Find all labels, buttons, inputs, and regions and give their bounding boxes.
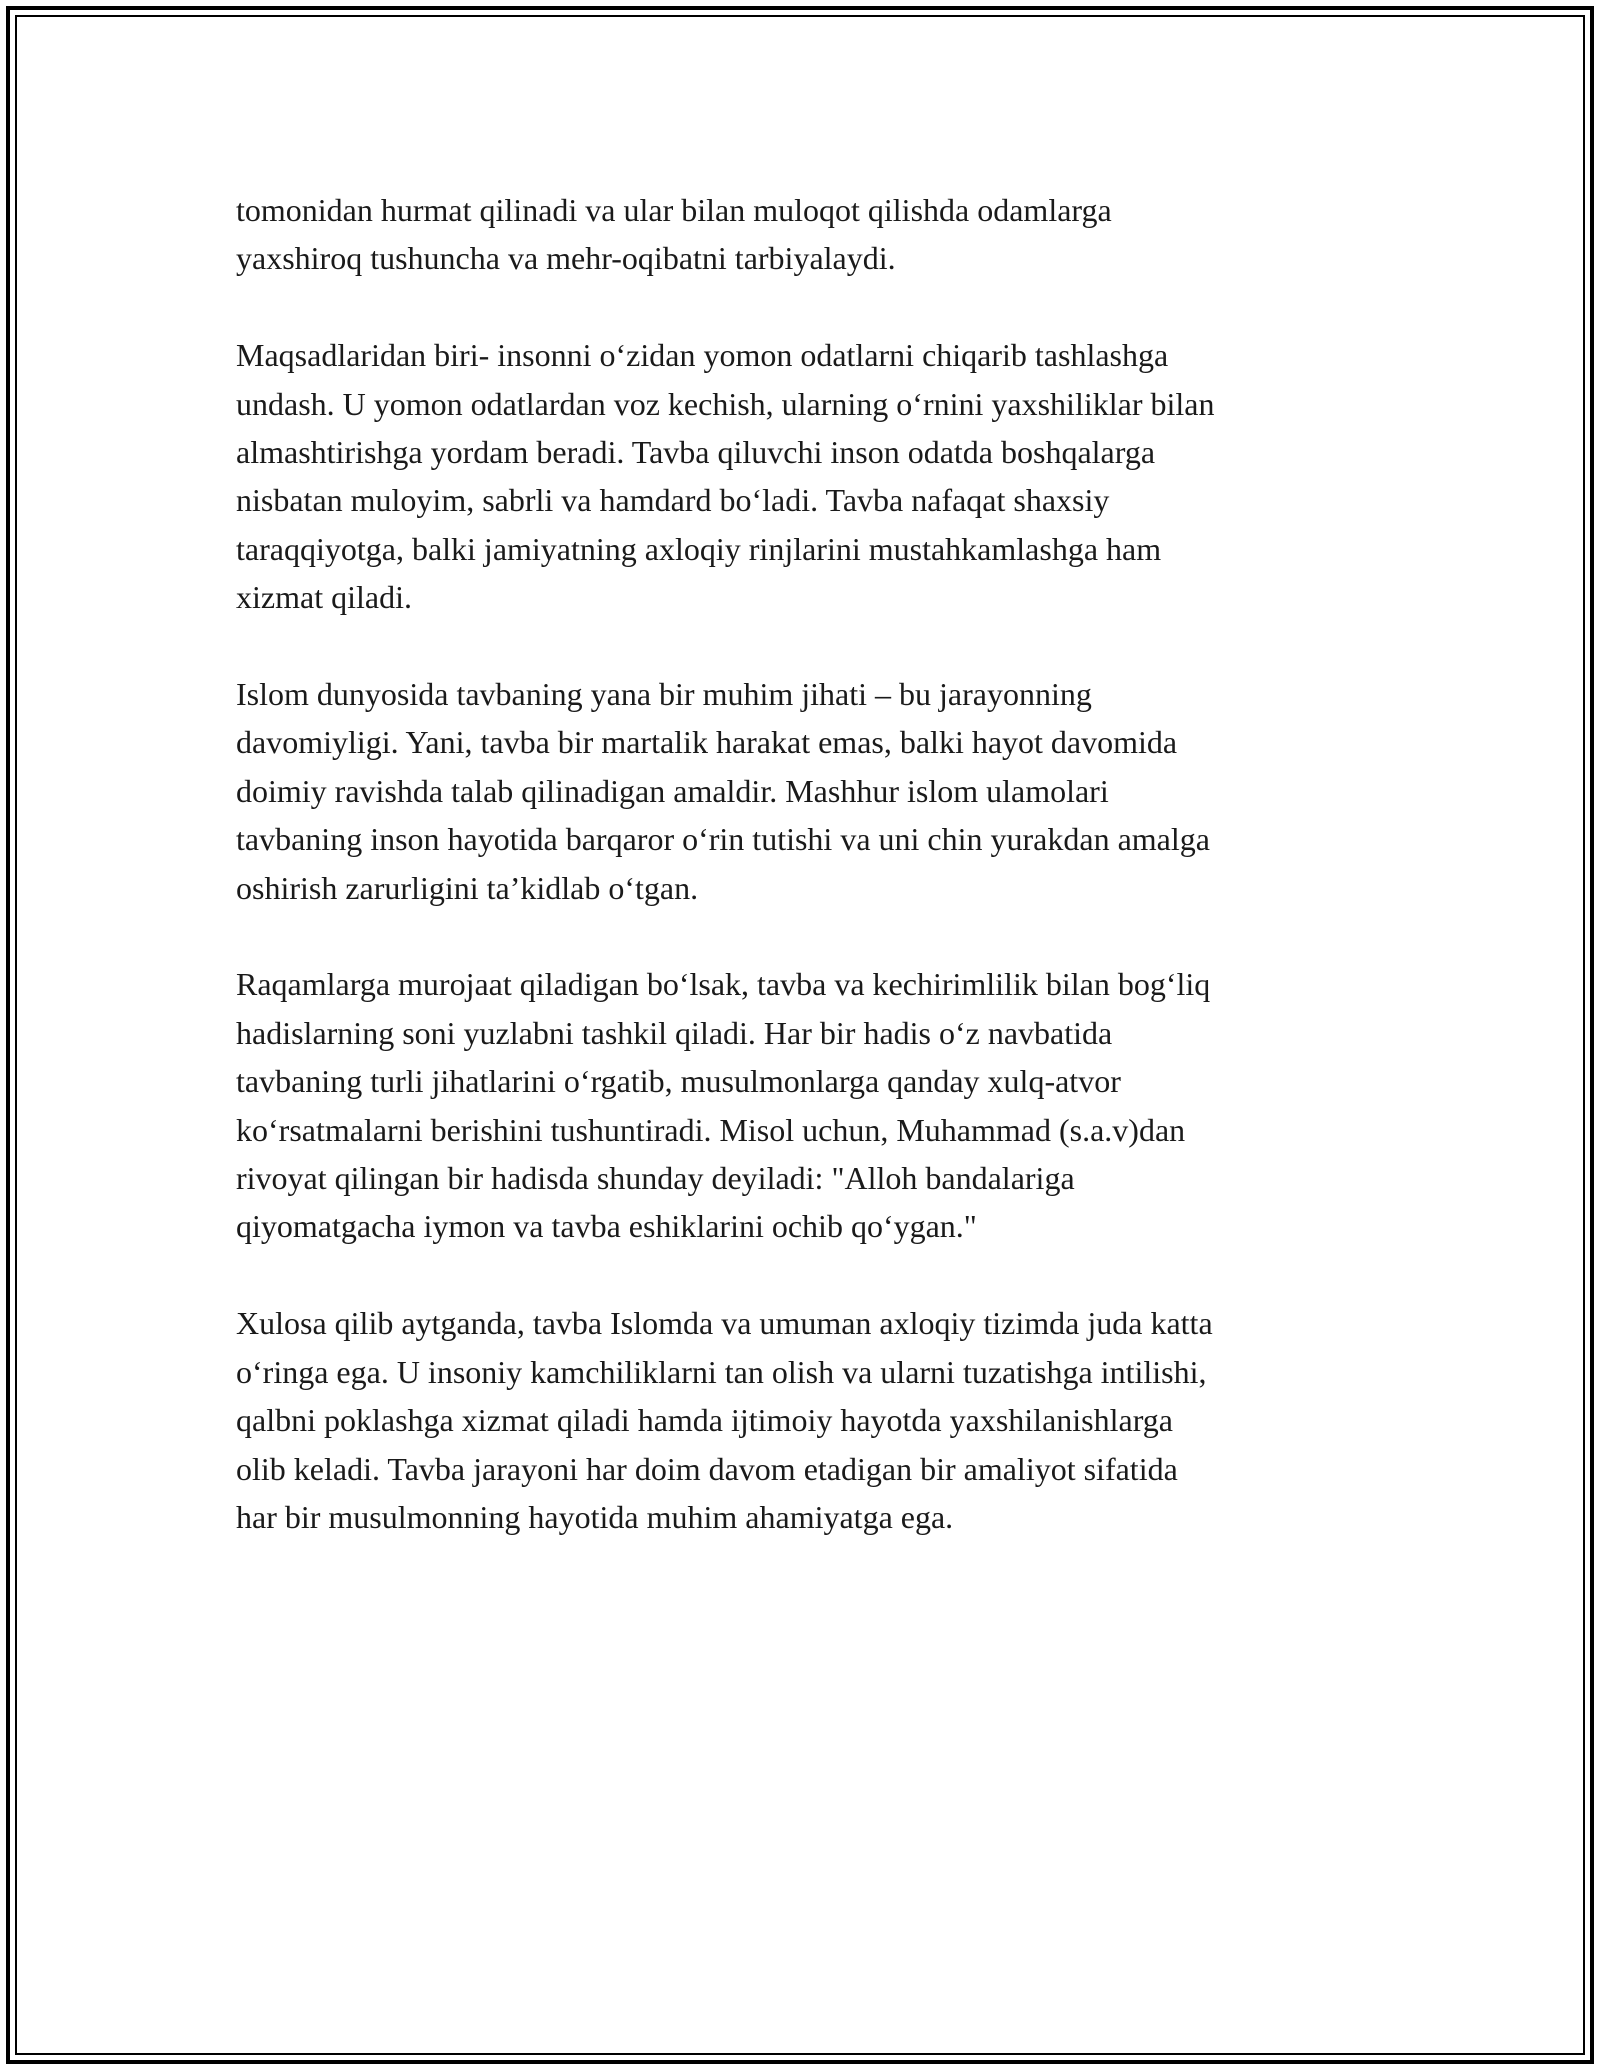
paragraph [236,1299,1366,1541]
text-line: hadislarning soni yuzlabni tashkil qiladi. Har bir hadis o‘z navbatida [236,1014,1113,1051]
text-line: qiyomatgacha iymon va tavba eshiklarini ochib qo‘ygan." [236,1208,977,1245]
text-line: davomiyligi. Yani, tavba bir martalik harakat emas, balki hayot davomida [236,724,1178,761]
text-line: Raqamlarga murojaat qiladigan bo‘lsak, tavba va kechirimlilik bilan bog‘liq [236,966,1211,1003]
text-line: Islom dunyosida tavbaning yana bir muhim jihati – bu jarayonning [236,676,1092,713]
text-line: tomonidan hurmat qilinadi va ular bilan muloqot qilishda odamlarga [236,192,1112,228]
text-line: oshirish zarurligini ta’kidlab o‘tgan. [236,869,699,906]
paragraph [236,670,1366,912]
text-line: doimiy ravishda talab qilinadigan amaldir. Mashhur islom ulamolari [236,772,1109,809]
paragraph [236,960,1366,1250]
text-line: tavbaning inson hayotida barqaror o‘rin tutishi va uni chin yurakdan amalga [236,821,1210,858]
text-line: o‘ringa ega. U insoniy kamchiliklarni tan olish va ularni tuzatishga intilishi, [236,1353,1207,1390]
text-line: Xulosa qilib aytganda, tavba Islomda va umuman axloqiy tizimda juda katta [236,1305,1213,1342]
paragraph [236,186,1366,283]
text-line: olib keladi. Tavba jarayoni har doim davom etadigan bir amaliyot sifatida [236,1450,1178,1487]
text-line: xizmat qiladi. [236,579,412,616]
paragraph [236,331,1366,621]
text-line: taraqqiyotga, balki jamiyatning axloqiy rinjlarini mustahkamlashga ham [236,530,1162,567]
text-line: har bir musulmonning hayotida muhim ahamiyatga ega. [236,1498,954,1535]
text-line: qalbni poklashga xizmat qiladi hamda ijtimoiy hayotda yaxshilanishlarga [236,1402,1173,1439]
page-content [236,186,1366,1590]
text-line: tavbaning turli jihatlarini o‘rgatib, musulmonlarga qanday xulq-atvor [236,1063,1121,1100]
text-line: undash. U yomon odatlardan voz kechish, ularning o‘rnini yaxshiliklar bilan [236,385,1215,422]
text-line: ko‘rsatmalarni berishini tushuntiradi. Misol uchun, Muhammad (s.a.v)dan [236,1111,1186,1148]
text-line: rivoyat qilingan bir hadisda shunday deyiladi: "Alloh bandalariga [236,1160,1075,1197]
text-line: almashtirishga yordam beradi. Tavba qiluvchi inson odatda boshqalarga [236,434,1156,471]
text-line: nisbatan muloyim, sabrli va hamdard bo‘ladi. Tavba nafaqat shaxsiy [236,482,1110,519]
text-line: yaxshiroq tushuncha va mehr-oqibatni tarbiyalaydi. [236,240,896,277]
text-line: Maqsadlaridan biri- insonni o‘zidan yomon odatlarni chiqarib tashlashga [236,337,1169,374]
